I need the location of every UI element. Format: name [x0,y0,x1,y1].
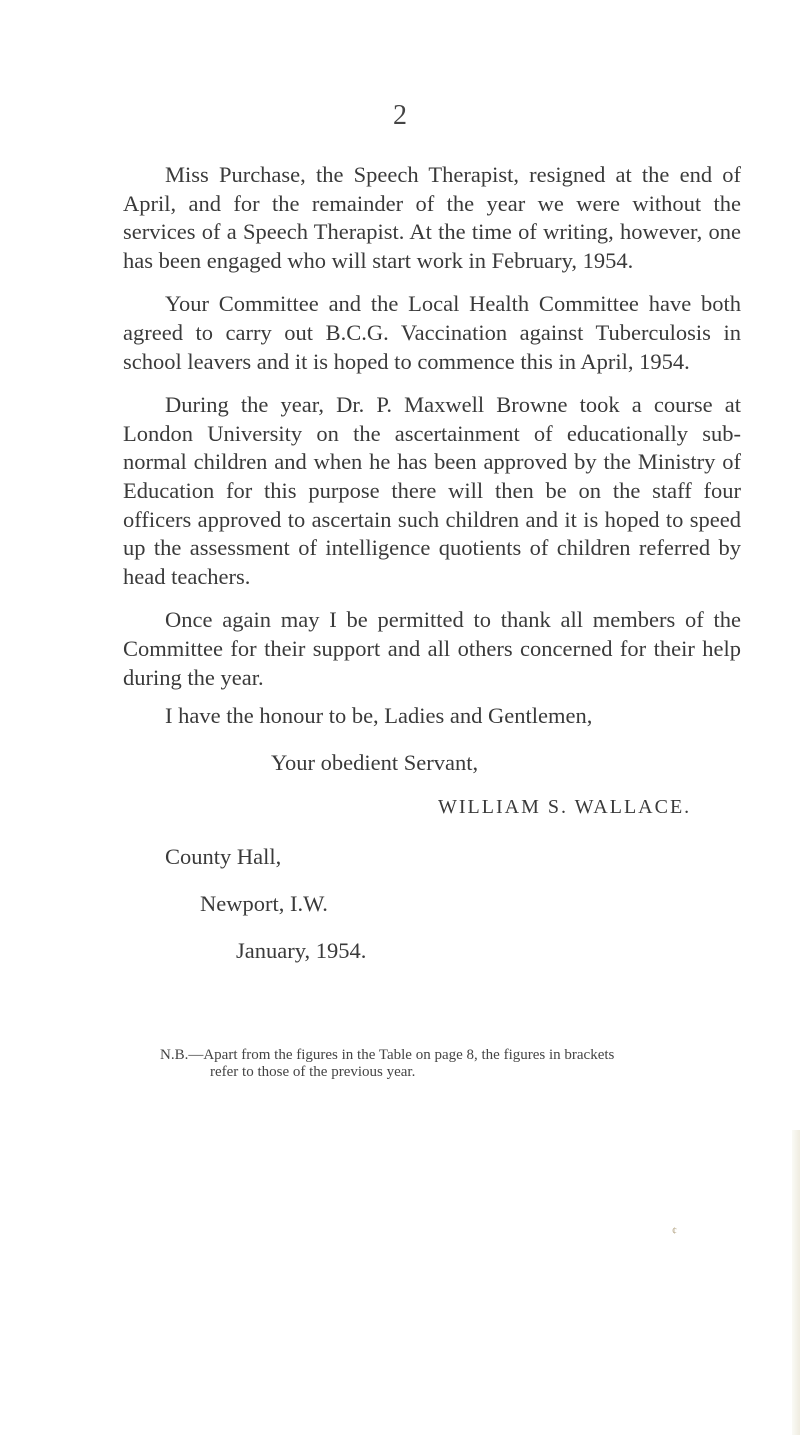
closing-honour: I have the honour to be, Ladies and Gentlemen, [165,703,593,728]
footnote-line-1: N.B.—Apart from the figures in the Table on page 8, the figures in brackets [160,1047,615,1063]
paragraph-thanks: Once again may I be permitted to thank all members of the Committee for their support and all others concerned for their help during the year. [123,607,741,690]
paragraph-ascertainment-course: During the year, Dr. P. Maxwell Browne took a course at London University on the ascertainment of educationally sub-normal children and when he has been approved by the Ministry of Education for this purpose there will then be on the staff four officers approved to ascertain such children and it is hoped to speed up the assessment of intelligence quotients of children referred by head teachers. [123,392,741,589]
stray-mark: ¢ [672,1226,677,1237]
signature: WILLIAM S. WALLACE. [438,796,692,818]
page-edge-shadow [792,1130,800,1435]
page-number: 2 [393,100,407,131]
address-line-date: January, 1954. [236,938,367,963]
closing-servant: Your obedient Servant, [271,750,479,775]
paragraph-bcg-vaccination: Your Committee and the Local Health Committee have both agreed to carry out B.C.G. Vaccination against Tuberculosis in school leavers and it is hoped to commence this in April, 1954. [123,291,741,374]
footnote [160,1047,720,1081]
address-line-county-hall: County Hall, [165,844,282,869]
report-body [123,161,741,707]
address-line-newport: Newport, I.W. [200,891,328,916]
paragraph-speech-therapist: Miss Purchase, the Speech Therapist, resigned at the end of April, and for the remainder of the year we were without the services of a Speech Therapist. At the time of writing, however, one has been engaged who will start work in February, 1954. [123,162,741,273]
footnote-line-2: refer to those of the previous year. [210,1064,416,1080]
